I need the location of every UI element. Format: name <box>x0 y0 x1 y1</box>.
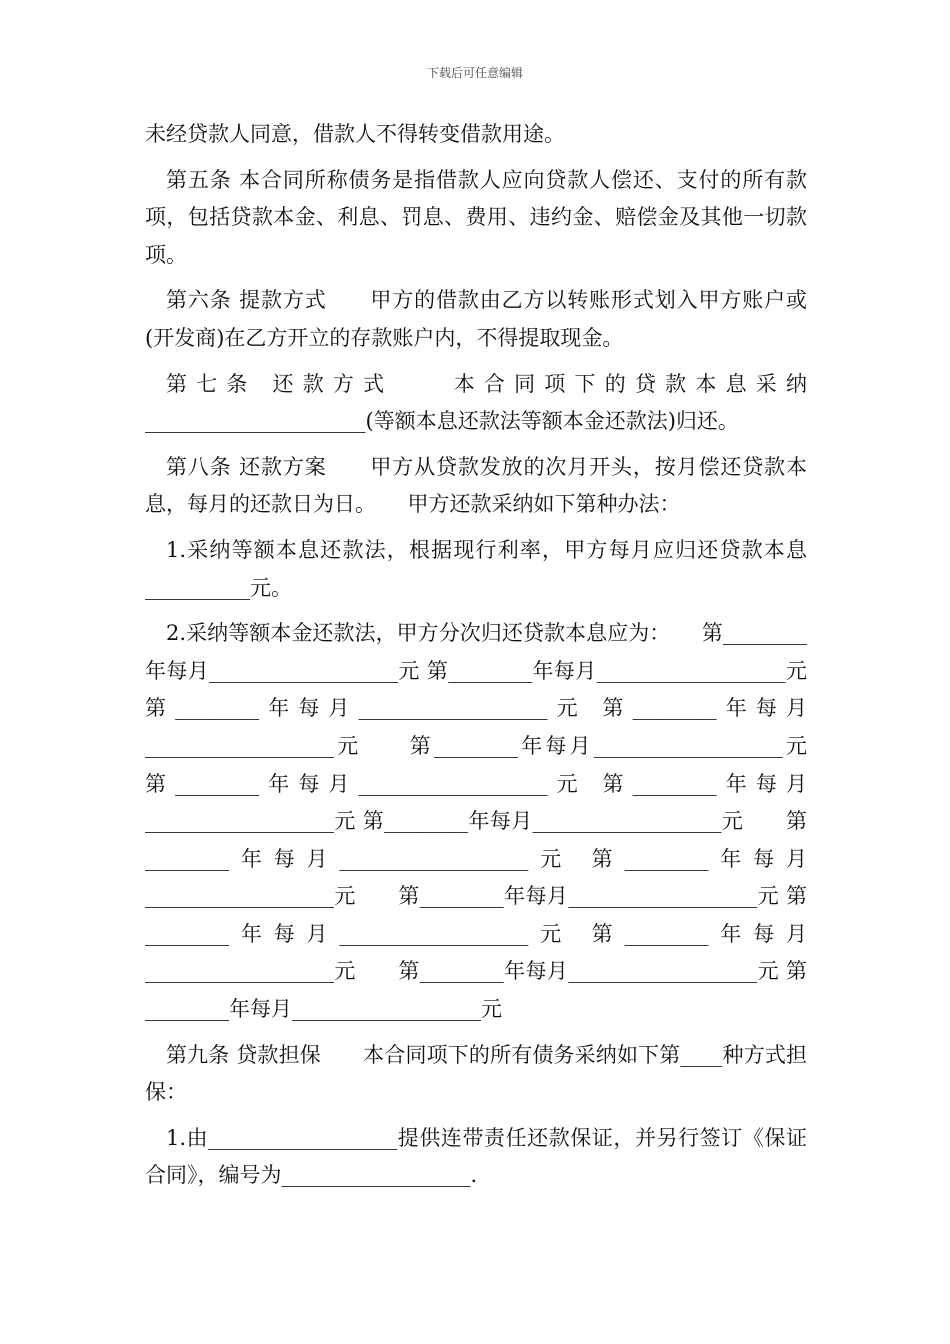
page-header: 下载后可任意编辑 <box>426 66 523 80</box>
paragraph-method-1: 1.采纳等额本息还款法，根据现行利率，甲方每月应归还贷款本息__________元。 <box>145 537 807 600</box>
paragraph-article-7: 第七条 还款方式 本合同项下的贷款本息采纳_____________________(等额本息还款法等额本金还款法)归还。 <box>145 371 807 434</box>
paragraph-article-9: 第九条 贷款担保 本合同项下的所有债务采纳如下第____种方式担保： <box>145 1042 807 1105</box>
document-body <box>145 116 849 1195</box>
paragraph-article-8: 第八条 还款方案 甲方从贷款发放的次月开头，按月偿还贷款本息，每月的还款日为日。 甲方还款采纳如下第种办法： <box>145 454 807 517</box>
paragraph-guarantee-1: 1.由__________________提供连带责任还款保证，并另行签订《保证合同》，编号为__________________. <box>145 1125 807 1188</box>
paragraph-method-2: 2.采纳等额本金还款法，甲方分次归还贷款本息应为： 第________年每月__________________元 第________年每月__________________元 第________年每月__________________元 第________年每月__________________元 第________年每月__________________元 第________年每月__________________元 第________年每月__________________元 第________年每月__________________元 第________年每月__________________元 第________年每月__________________元 第________年每月__________________元 第________年每月__________________元 第________年每月__________________元 第________年每月__________________元 第________年每月__________________元 <box>145 621 849 1022</box>
paragraph-article-5: 第五条 本合同所称债务是指借款人应向贷款人偿还、支付的所有款项，包括贷款本金、利息、罚息、费用、违约金、赔偿金及其他一切款项。 <box>145 167 807 267</box>
paragraph-loan-purpose: 未经贷款人同意，借款人不得转变借款用途。 <box>145 122 565 146</box>
paragraph-article-6: 第六条 提款方式 甲方的借款由乙方以转账形式划入甲方账户或(开发商)在乙方开立的存款账户内，不得提取现金。 <box>145 288 807 350</box>
